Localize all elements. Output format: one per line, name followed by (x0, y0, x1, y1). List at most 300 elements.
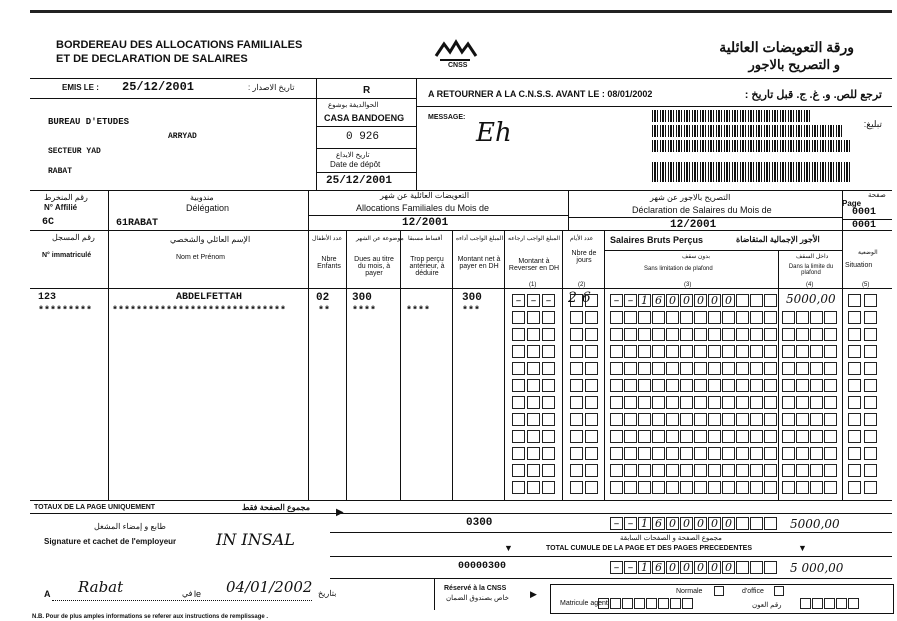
days-box[interactable] (585, 362, 598, 375)
limited-box[interactable] (810, 396, 823, 409)
salary-digit-box[interactable] (666, 413, 679, 426)
salary-digit-box[interactable] (610, 311, 623, 324)
days-box[interactable] (570, 481, 583, 494)
refund-box[interactable] (542, 362, 555, 375)
situation-box[interactable] (864, 311, 877, 324)
limited-box[interactable] (824, 328, 837, 341)
salary-digit-box[interactable] (638, 447, 651, 460)
situation-box[interactable] (864, 294, 877, 307)
days-box[interactable] (570, 379, 583, 392)
refund-box[interactable] (512, 430, 525, 443)
salary-digit-box[interactable] (666, 396, 679, 409)
situation-box[interactable] (848, 362, 861, 375)
cnss-arrow-icon: ▶ (530, 589, 537, 599)
cumul-digit-box[interactable]: 0 (680, 561, 693, 574)
salary-digit-box[interactable] (764, 379, 777, 392)
salary-digit-box[interactable] (736, 345, 749, 358)
normale-checkbox[interactable] (714, 586, 724, 596)
salary-digit-box[interactable] (694, 481, 707, 494)
limited-box[interactable] (824, 430, 837, 443)
salary-digit-box[interactable] (750, 328, 763, 341)
limited-box[interactable] (810, 328, 823, 341)
salary-digit-box[interactable] (666, 464, 679, 477)
salary-digit-box[interactable] (680, 447, 693, 460)
limited-box[interactable] (824, 345, 837, 358)
refund-box[interactable] (512, 413, 525, 426)
cumul-digit-box[interactable]: 1 (638, 561, 651, 574)
salary-digit-box[interactable] (624, 430, 637, 443)
salary-digit-box[interactable] (680, 464, 693, 477)
refund-box[interactable] (527, 447, 540, 460)
limited-box[interactable] (782, 345, 795, 358)
limited-box[interactable] (782, 328, 795, 341)
salary-digit-box[interactable] (708, 345, 721, 358)
days-box[interactable] (570, 396, 583, 409)
situation-box[interactable] (848, 430, 861, 443)
salary-digit-box[interactable] (764, 362, 777, 375)
limited-box[interactable] (782, 481, 795, 494)
limited-box[interactable] (796, 464, 809, 477)
office-checkbox[interactable] (774, 586, 784, 596)
limited-box[interactable] (782, 430, 795, 443)
salary-digit-box[interactable] (666, 362, 679, 375)
situation-box[interactable] (864, 447, 877, 460)
salary-digit-box[interactable] (666, 481, 679, 494)
limited-box[interactable] (782, 464, 795, 477)
salary-digit-box[interactable] (764, 328, 777, 341)
days-box[interactable] (570, 328, 583, 341)
days-box[interactable] (570, 413, 583, 426)
salary-digit-box[interactable] (610, 345, 623, 358)
salary-digit-box[interactable] (694, 345, 707, 358)
limited-box[interactable] (782, 311, 795, 324)
salary-digit-box[interactable] (680, 345, 693, 358)
refund-box[interactable] (527, 481, 540, 494)
salary-digit-box[interactable]: 0 (708, 294, 721, 307)
salary-digit-box[interactable] (624, 379, 637, 392)
limited-box[interactable] (796, 447, 809, 460)
salary-digit-box[interactable] (610, 430, 623, 443)
limited-box[interactable] (796, 362, 809, 375)
salary-digit-box[interactable] (694, 311, 707, 324)
refund-box[interactable]: – (542, 294, 555, 307)
limited-box[interactable] (824, 362, 837, 375)
refund-box[interactable] (542, 311, 555, 324)
total-digit-box[interactable] (764, 517, 777, 530)
salary-digit-box[interactable] (624, 311, 637, 324)
salary-digit-box[interactable] (708, 328, 721, 341)
salary-digit-box[interactable] (610, 481, 623, 494)
salary-digit-box[interactable] (638, 362, 651, 375)
situation-box[interactable] (848, 413, 861, 426)
salary-digit-box[interactable] (680, 362, 693, 375)
salary-digit-box[interactable] (708, 311, 721, 324)
situation-box[interactable] (848, 464, 861, 477)
salary-digit-box[interactable] (750, 413, 763, 426)
refund-box[interactable] (542, 396, 555, 409)
cumul-digit-box[interactable] (764, 561, 777, 574)
refund-box[interactable]: – (512, 294, 525, 307)
refund-box[interactable] (527, 362, 540, 375)
salary-digit-box[interactable] (666, 311, 679, 324)
salary-digit-box[interactable] (722, 464, 735, 477)
refund-box[interactable] (512, 481, 525, 494)
days-box[interactable] (585, 447, 598, 460)
total-digit-box[interactable] (736, 517, 749, 530)
limited-box[interactable] (824, 481, 837, 494)
salary-digit-box[interactable] (708, 447, 721, 460)
salary-digit-box[interactable] (638, 464, 651, 477)
salary-digit-box[interactable] (624, 328, 637, 341)
salary-digit-box[interactable] (750, 362, 763, 375)
salary-digit-box[interactable]: 6 (652, 294, 665, 307)
salary-digit-box[interactable] (736, 311, 749, 324)
limited-box[interactable] (782, 379, 795, 392)
salary-digit-box[interactable] (722, 328, 735, 341)
salary-digit-box[interactable] (750, 396, 763, 409)
salary-digit-box[interactable] (652, 362, 665, 375)
salary-digit-box[interactable] (764, 345, 777, 358)
situation-box[interactable] (864, 328, 877, 341)
total-digit-box[interactable]: 0 (722, 517, 735, 530)
days-box[interactable] (585, 413, 598, 426)
refund-box[interactable] (512, 379, 525, 392)
salary-digit-box[interactable] (638, 413, 651, 426)
salary-digit-box[interactable] (750, 311, 763, 324)
refund-box[interactable] (512, 311, 525, 324)
salary-digit-box[interactable] (680, 413, 693, 426)
salary-digit-box[interactable]: 0 (722, 294, 735, 307)
cumul-digit-box[interactable]: 6 (652, 561, 665, 574)
refund-box[interactable] (542, 481, 555, 494)
refund-box[interactable] (512, 328, 525, 341)
limited-box[interactable] (824, 464, 837, 477)
salary-digit-box[interactable] (708, 481, 721, 494)
salary-digit-box[interactable] (694, 430, 707, 443)
salary-digit-box[interactable] (708, 430, 721, 443)
limited-box[interactable] (810, 447, 823, 460)
refund-box[interactable] (527, 379, 540, 392)
refund-box[interactable] (542, 413, 555, 426)
salary-digit-box[interactable] (680, 481, 693, 494)
emis-label: EMIS LE : (62, 83, 99, 92)
refund-box[interactable] (542, 447, 555, 460)
total-digit-box[interactable]: 6 (652, 517, 665, 530)
salary-digit-box[interactable] (750, 294, 763, 307)
salary-digit-box[interactable] (666, 328, 679, 341)
situation-box[interactable] (864, 481, 877, 494)
unlimited-header-ar: بدون سقف (682, 254, 711, 260)
total-digit-box[interactable]: 0 (708, 517, 721, 530)
situation-box[interactable] (848, 379, 861, 392)
salary-digit-box[interactable] (638, 379, 651, 392)
salary-digit-box[interactable] (624, 396, 637, 409)
salary-digit-box[interactable] (736, 481, 749, 494)
salary-digit-box[interactable] (764, 294, 777, 307)
salary-digit-box[interactable] (708, 464, 721, 477)
days-box[interactable] (585, 328, 598, 341)
situation-box[interactable] (864, 362, 877, 375)
cumul-digit-box[interactable]: 0 (694, 561, 707, 574)
salary-digit-box[interactable]: 0 (666, 294, 679, 307)
salary-digit-box[interactable] (638, 481, 651, 494)
refund-box[interactable] (527, 396, 540, 409)
salary-digit-box[interactable] (764, 396, 777, 409)
limited-box[interactable] (824, 311, 837, 324)
salary-digit-box[interactable] (680, 396, 693, 409)
salary-digit-box[interactable] (624, 481, 637, 494)
days-box[interactable] (570, 447, 583, 460)
limited-box[interactable] (810, 464, 823, 477)
salary-digit-box[interactable] (652, 328, 665, 341)
salary-digit-box[interactable] (736, 294, 749, 307)
salary-digit-box[interactable] (736, 430, 749, 443)
salary-digit-box[interactable] (680, 379, 693, 392)
cumul-digit-box[interactable] (750, 561, 763, 574)
refund-box[interactable] (512, 447, 525, 460)
salary-digit-box[interactable] (680, 328, 693, 341)
salary-digit-box[interactable] (610, 362, 623, 375)
situation-box[interactable] (864, 379, 877, 392)
cumul-digit-box[interactable]: 0 (722, 561, 735, 574)
salary-digit-box[interactable] (680, 430, 693, 443)
days-box[interactable] (570, 362, 583, 375)
salary-digit-box[interactable] (722, 413, 735, 426)
salary-digit-box[interactable] (624, 413, 637, 426)
limited-box[interactable] (810, 481, 823, 494)
salary-digit-box[interactable] (764, 464, 777, 477)
salary-digit-box[interactable] (694, 464, 707, 477)
total-digit-box[interactable]: 0 (680, 517, 693, 530)
salary-digit-box[interactable] (708, 413, 721, 426)
limited-box[interactable] (824, 413, 837, 426)
salary-digit-box[interactable] (708, 379, 721, 392)
salary-digit-box[interactable] (610, 396, 623, 409)
salary-digit-box[interactable] (750, 379, 763, 392)
situation-box[interactable] (864, 396, 877, 409)
limited-box[interactable] (810, 362, 823, 375)
refund-box[interactable] (527, 413, 540, 426)
refund-box[interactable] (512, 345, 525, 358)
total-digit-box[interactable]: 1 (638, 517, 651, 530)
salary-digit-box[interactable] (722, 447, 735, 460)
salary-digit-box[interactable] (708, 362, 721, 375)
days-box[interactable] (585, 379, 598, 392)
situation-box[interactable] (864, 464, 877, 477)
salary-digit-box[interactable] (638, 311, 651, 324)
refund-box[interactable] (527, 328, 540, 341)
salary-digit-box[interactable] (750, 447, 763, 460)
salary-digit-box[interactable] (666, 345, 679, 358)
salary-digit-box[interactable] (652, 413, 665, 426)
refund-box[interactable] (542, 379, 555, 392)
salary-digit-box[interactable] (610, 447, 623, 460)
salary-digit-box[interactable] (722, 362, 735, 375)
situation-box[interactable] (848, 328, 861, 341)
salary-digit-box[interactable] (610, 328, 623, 341)
refund-box[interactable]: – (527, 294, 540, 307)
salary-digit-box[interactable] (652, 447, 665, 460)
limited-box[interactable] (810, 379, 823, 392)
situation-box[interactable] (864, 430, 877, 443)
salary-digit-box[interactable] (750, 481, 763, 494)
salary-digit-box[interactable] (652, 311, 665, 324)
cumul-digit-box[interactable] (736, 561, 749, 574)
salary-digit-box[interactable]: – (624, 294, 637, 307)
salary-digit-box[interactable] (652, 464, 665, 477)
limited-box[interactable] (796, 311, 809, 324)
salary-digit-box[interactable] (764, 430, 777, 443)
salary-digit-box[interactable] (694, 396, 707, 409)
limited-box[interactable] (810, 413, 823, 426)
refund-box[interactable] (512, 464, 525, 477)
refund-box[interactable] (542, 464, 555, 477)
refund-box[interactable] (527, 345, 540, 358)
salary-digit-box[interactable] (708, 396, 721, 409)
salary-digit-box[interactable] (610, 464, 623, 477)
salary-digit-box[interactable] (638, 345, 651, 358)
refund-box[interactable] (527, 311, 540, 324)
limited-box[interactable] (782, 447, 795, 460)
limited-box[interactable] (796, 345, 809, 358)
situation-box[interactable] (848, 345, 861, 358)
salary-digit-box[interactable] (638, 396, 651, 409)
refund-box[interactable] (542, 430, 555, 443)
salary-digit-box[interactable] (624, 345, 637, 358)
limited-box[interactable] (782, 413, 795, 426)
limited-box[interactable] (796, 328, 809, 341)
total-digit-box[interactable]: – (610, 517, 623, 530)
salary-digit-box[interactable] (750, 345, 763, 358)
limited-box[interactable] (782, 362, 795, 375)
limited-box[interactable] (824, 379, 837, 392)
situation-box[interactable] (848, 294, 861, 307)
salary-digit-box[interactable] (694, 413, 707, 426)
salary-digit-box[interactable] (652, 396, 665, 409)
salary-digit-box[interactable] (736, 447, 749, 460)
situation-box[interactable] (864, 413, 877, 426)
days-box[interactable] (570, 311, 583, 324)
refund-box[interactable] (527, 430, 540, 443)
total-digit-box[interactable]: 0 (666, 517, 679, 530)
total-digit-box[interactable]: – (624, 517, 637, 530)
cumul-digit-box[interactable]: 0 (708, 561, 721, 574)
salary-digit-box[interactable] (624, 362, 637, 375)
salary-digit-box[interactable]: – (610, 294, 623, 307)
salary-digit-box[interactable] (764, 481, 777, 494)
salary-digit-box[interactable] (652, 379, 665, 392)
refund-box[interactable] (527, 464, 540, 477)
limited-box[interactable] (810, 345, 823, 358)
cumul-net: 00000300 (458, 561, 507, 572)
salary-digit-box[interactable] (722, 481, 735, 494)
salary-digit-box[interactable] (652, 345, 665, 358)
limited-box[interactable] (796, 396, 809, 409)
situation-box[interactable] (848, 396, 861, 409)
salary-digit-box[interactable] (666, 379, 679, 392)
salary-digit-box[interactable] (624, 447, 637, 460)
salary-digit-box[interactable] (652, 481, 665, 494)
salary-digit-box[interactable] (736, 379, 749, 392)
limited-box[interactable] (782, 396, 795, 409)
salary-digit-box[interactable] (610, 379, 623, 392)
limited-box[interactable] (796, 379, 809, 392)
limited-box[interactable] (824, 396, 837, 409)
salary-digit-box[interactable] (722, 379, 735, 392)
limited-box[interactable] (796, 413, 809, 426)
salary-digit-box[interactable] (610, 413, 623, 426)
days-box[interactable] (585, 396, 598, 409)
salary-digit-box[interactable] (722, 430, 735, 443)
days-box[interactable] (570, 345, 583, 358)
days-box[interactable] (585, 311, 598, 324)
salary-digit-box[interactable] (694, 379, 707, 392)
salary-digit-box[interactable] (736, 362, 749, 375)
salary-digit-box[interactable] (722, 345, 735, 358)
salary-digit-box[interactable]: 0 (680, 294, 693, 307)
salary-digit-box[interactable] (764, 447, 777, 460)
refund-box[interactable] (542, 328, 555, 341)
salary-digit-box[interactable] (666, 447, 679, 460)
salary-digit-box[interactable] (722, 311, 735, 324)
situation-box[interactable] (848, 311, 861, 324)
days-box[interactable] (570, 430, 583, 443)
days-box[interactable] (570, 464, 583, 477)
cumul-digit-box[interactable]: – (610, 561, 623, 574)
salary-digit-box[interactable] (638, 430, 651, 443)
situation-box[interactable] (848, 447, 861, 460)
limited-box[interactable] (824, 447, 837, 460)
salary-digit-box[interactable] (694, 362, 707, 375)
days-box[interactable] (585, 430, 598, 443)
cumul-digit-box[interactable]: – (624, 561, 637, 574)
salary-digit-box[interactable] (694, 328, 707, 341)
days-box[interactable] (585, 481, 598, 494)
situation-box[interactable] (864, 345, 877, 358)
salary-digit-box[interactable] (694, 447, 707, 460)
salary-digit-box[interactable] (680, 311, 693, 324)
refund-box[interactable] (512, 396, 525, 409)
refund-box[interactable] (512, 362, 525, 375)
salary-digit-box[interactable]: 0 (694, 294, 707, 307)
salary-digit-box[interactable] (750, 464, 763, 477)
limited-box[interactable] (796, 481, 809, 494)
days-box[interactable] (585, 345, 598, 358)
salary-digit-box[interactable] (624, 464, 637, 477)
salary-digit-box[interactable] (764, 413, 777, 426)
situation-box[interactable] (848, 481, 861, 494)
salary-digit-box[interactable] (666, 430, 679, 443)
limited-box[interactable] (796, 430, 809, 443)
salary-digit-box[interactable] (750, 430, 763, 443)
salary-digit-box[interactable] (638, 328, 651, 341)
refund-box[interactable] (542, 345, 555, 358)
salary-digit-box[interactable] (764, 311, 777, 324)
total-digit-box[interactable]: 0 (694, 517, 707, 530)
limited-box[interactable] (810, 430, 823, 443)
days-box[interactable] (585, 464, 598, 477)
salary-digit-box[interactable] (722, 396, 735, 409)
salary-digit-box[interactable]: 1 (638, 294, 651, 307)
salary-digit-box[interactable] (652, 430, 665, 443)
total-digit-box[interactable] (750, 517, 763, 530)
salary-digit-box[interactable] (736, 464, 749, 477)
salary-digit-box[interactable] (736, 396, 749, 409)
cumul-digit-box[interactable]: 0 (666, 561, 679, 574)
salary-digit-box[interactable] (736, 413, 749, 426)
limited-box[interactable] (810, 311, 823, 324)
salary-digit-box[interactable] (736, 328, 749, 341)
